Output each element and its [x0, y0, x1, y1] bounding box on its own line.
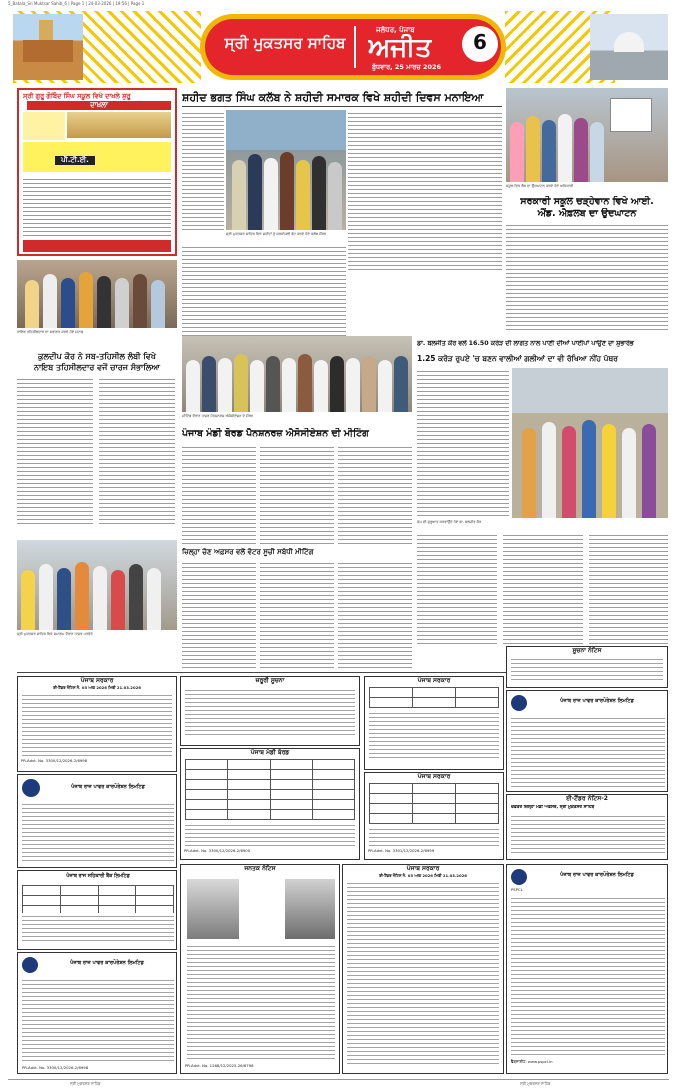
masthead-date: ਬੁੱਧਵਾਰ, 25 ਮਾਰਚ 2026: [372, 63, 442, 71]
ad-title: ਪੰਜਾਬ ਸਰਕਾਰ: [80, 677, 114, 684]
article-7-caption: ਸ੍ਰੀ ਮੁਕਤਸਰ ਸਾਹਿਬ ਵਿਖੇ ਸਮਾਗਮ ਦੌਰਾਨ ਹਾਜ਼ਰ ਪਤਵੰਤੇ: [17, 632, 93, 636]
footer-right: ਸ੍ਰੀ ਮੁਕਤਸਰ ਸਾਹਿਬ: [520, 1081, 551, 1086]
footer-left: ਸ੍ਰੀ ਮੁਕਤਸਰ ਸਾਹਿਬ: [70, 1081, 101, 1086]
ad-bill-notice: [506, 646, 668, 688]
ad-title: ਪੰਜਾਬ ਰਾਜ ਪਾਵਰ ਕਾਰਪੋਰੇਸ਼ਨ ਲਿਮਟਿਡ: [70, 960, 144, 966]
ad-title: ਪੰਜਾਬ ਸਰਕਾਰ: [417, 773, 451, 780]
article-3-headline: ਕੁਲਦੀਪ ਕੌਰ ਨੇ ਸਬ-ਤਹਿਸੀਲ ਲੰਬੀ ਵਿਖੇ: [38, 352, 156, 361]
ad-title: ਪੰਜਾਬ ਸਰਕਾਰ: [417, 677, 451, 684]
ad-title: ਪੰਜਾਬ ਰਾਜ ਸਹਿਕਾਰੀ ਬੈਂਕ ਲਿਮਟਿਡ: [66, 874, 130, 879]
article-1-headline: ਸ਼ਹੀਦ ਭਗਤ ਸਿੰਘ ਕਲੱਬ ਨੇ ਸ਼ਹੀਦੀ ਸਮਾਰਕ ਵਿਖੇ ਸ਼ਹੀਦੀ ਦਿਵਸ ਮਨਾਇਆ: [182, 91, 484, 104]
page-number: 6: [473, 30, 487, 54]
ad-sehkari: [17, 870, 177, 950]
article-4-caption: ਕੰਮ ਦੀ ਸ਼ੁਰੂਆਤ ਕਰਵਾਉਂਦੇ ਹੋਏ ਡਾ. ਬਲਜੀਤ ਕੌਰ: [417, 520, 482, 524]
masthead-city: ਜਲੰਧਰ, ਪੰਜਾਬ: [376, 26, 415, 34]
school-ad-title: ਸ੍ਰੀ ਗੁਰੂ ਗੋਬਿੰਦ ਸਿੰਘ ਸਕੂਲ ਵਿਖੇ ਦਾਖ਼ਲੇ ਸ਼ੁਰੂ: [23, 92, 131, 100]
ad-punjab-sarkar-3: [364, 772, 504, 860]
article-2-headline: ਸਰਕਾਰੀ ਸਕੂਲ ਚੜ੍ਹੇਵਾਨ ਵਿਖੇ ਆਈ.: [520, 196, 654, 207]
ad-zaroori: [180, 676, 360, 746]
article-5-photo: [182, 336, 412, 412]
ad-pspcl-2: [17, 952, 177, 1074]
ad-pr-number: PR-Advt. No. 3300/12/2026-2/6998: [22, 1065, 89, 1070]
ad-email: ਵੈੱਬਸਾਈਟ: www.pspcl.in: [511, 1059, 553, 1064]
ad-jantak-notice: [180, 864, 340, 1074]
masthead-left-photo: [13, 14, 83, 80]
article-1-caption: ਸ੍ਰੀ ਮੁਕਤਸਰ ਸਾਹਿਬ ਵਿਖੇ ਸ਼ਹੀਦਾਂ ਨੂੰ ਸ਼ਰਧਾਂਜਲੀ ਭੇਟ ਕਰਦੇ ਹੋਏ ਕਲੱਬ ਮੈਂਬਰ: [226, 232, 327, 236]
school-ad-strip: [23, 142, 171, 172]
ad-pspcl-4: [506, 864, 668, 1074]
article-4-headline: ਡਾ. ਬਲਜੀਤ ਕੌਰ ਵਲੋਂ 16.50 ਕਰੋੜ ਦੀ ਲਾਗਤ ਨਾਲ ਪਾਣੀ ਦੀਆਂ ਪਾਈਪਾਂ ਪਾਉਣ ਦਾ ਸ਼ੁਭਾਰੰਭ: [417, 340, 634, 347]
ad-punjab-sarkar-1: [17, 676, 177, 772]
article-2-caption: ਸਕੂਲ ਵਿਖੇ ਲੈਬ ਦਾ ਉਦਘਾਟਨ ਕਰਦੇ ਹੋਏ ਅਧਿਕਾਰੀ: [506, 184, 574, 188]
ad-mandi-board: [180, 748, 360, 860]
school-building-photo: [67, 112, 171, 138]
ad-pspcl-1: [17, 774, 177, 868]
article-1-body-left: [182, 110, 224, 230]
masthead-right-photo: [590, 14, 668, 80]
ad-pr-number: PR-Advt. No. 3300/12/2026-2/6900: [184, 848, 251, 853]
article-5-headline: ਪੰਜਾਬ ਮੰਡੀ ਬੋਰਡ ਪੈਨਸ਼ਨਰਜ਼ ਐਸੋਸੀਏਸ਼ਨ ਦੀ ਮੀਟਿੰਗ: [182, 428, 369, 439]
ad-pspcl-short: PSPCL: [511, 887, 523, 892]
ad-pspcl-3: [506, 690, 668, 792]
article-2-photo: [506, 88, 668, 182]
ad-title: ਸੂਚਨਾ ਨੋਟਿਸ: [572, 647, 602, 654]
ad-pr-number: PR-Advt. No. 3301/12/2026-2/6999: [368, 848, 435, 853]
ad-pr-number: PR-Advt. No. 3300/12/2026-2/6998: [21, 758, 88, 764]
ad-title: ਜਨਤਕ ਨੋਟਿਸ: [244, 865, 276, 872]
masthead-banner: [200, 14, 506, 80]
article-5-caption: ਮੀਟਿੰਗ ਦੌਰਾਨ ਹਾਜ਼ਰ ਪੈਨਸ਼ਨਰਜ਼ ਐਸੋਸੀਏਸ਼ਨ ਦੇ ਮੈਂਬਰ: [182, 414, 253, 418]
article-4-photo: [512, 368, 668, 518]
school-ad-label: ਦਾਖ਼ਲਾ: [27, 101, 171, 110]
ad-etender-2: [506, 794, 668, 860]
ad-title: ਪੰਜਾਬ ਰਾਜ ਪਾਵਰ ਕਾਰਪੋਰੇਸ਼ਨ ਲਿਮਟਿਡ: [560, 698, 634, 704]
ad-punjab-sarkar-4: [342, 864, 504, 1074]
article-7-photo: [17, 540, 177, 630]
masthead-edition: ਸ੍ਰੀ ਮੁਕਤਸਰ ਸਾਹਿਬ: [224, 34, 346, 52]
ad-title: ਈ-ਟੈਂਡਰ ਨੋਟਿਸ-2: [566, 795, 608, 802]
ad-punjab-sarkar-2: [364, 676, 504, 770]
ad-title: ਪੰਜਾਬ ਮੰਡੀ ਬੋਰਡ: [250, 749, 290, 756]
article-2-subhead: ਐਂਡ. ਐਫ਼ਲਬ ਦਾ ਉਦਘਾਟਨ: [537, 208, 637, 219]
article-1-photo: [226, 110, 346, 230]
footer-line: [8, 1079, 669, 1080]
ad-title: ਪੰਜਾਬ ਰਾਜ ਪਾਵਰ ਕਾਰਪੋਰੇਸ਼ਨ ਲਿਮਟਿਡ: [560, 872, 634, 878]
ad-pr-number: PR-Advt. No. 1268/12/2025-26/6798: [185, 1063, 254, 1068]
school-ad: [17, 88, 177, 256]
article-4-subhead: 1.25 ਕਰੋੜ ਰੁਪਏ 'ਚ ਬਣਨ ਵਾਲੀਆਂ ਗਲੀਆਂ ਦਾ ਵੀ ਰੱਖਿਆ ਨੀਂਹ ਪੱਥਰ: [417, 354, 618, 363]
article-3-subhead: ਨਾਇਬ ਤਹਿਸੀਲਦਾਰ ਵਜੋਂ ਚਾਰਜ ਸੰਭਾਲਿਆ: [34, 363, 160, 372]
ad-title: ਜ਼ਰੂਰੀ ਸੂਚਨਾ: [255, 677, 285, 684]
article-3-photo: [17, 260, 177, 328]
ad-tender-label: ਈ-ਟੈਂਡਰ ਨੋਟਿਸ ਨੰ. 05 ਆਫ਼ 2026 ਮਿਤੀ 21.03.2026: [379, 873, 467, 878]
ad-dc-office: ਦਫ਼ਤਰ ਜ਼ਿਲ੍ਹਾ ਮੰਡੀ ਅਫ਼ਸਰ, ਸ੍ਰੀ ਮੁਕਤਸਰ ਸਾਹਿਬ: [511, 805, 595, 810]
print-slug: 5_Batala_Sri Muktsar Sahib_6 | Page 1 | 24-03-2026 | 19:56 | Page 1: [8, 1, 145, 6]
ad-tender-label: ਈ-ਟੈਂਡਰ ਨੋਟਿਸ ਨੰ. 05 ਆਫ਼ 2026 ਮਿਤੀ 21.03.2026: [53, 685, 141, 690]
ad-title: ਪੰਜਾਬ ਸਰਕਾਰ: [406, 865, 440, 872]
notice-photo-1: [187, 879, 239, 939]
masthead-paper: ਅਜੀਤ: [368, 34, 432, 62]
school-ad-badge: ਪੀ.ਟੀ.ਈ.: [55, 156, 95, 165]
ad-title: ਪੰਜਾਬ ਰਾਜ ਪਾਵਰ ਕਾਰਪੋਰੇਸ਼ਨ ਲਿਮਟਿਡ: [71, 784, 145, 790]
article-3-caption: ਨਾਇਬ ਤਹਿਸੀਲਦਾਰ ਦਾ ਸਵਾਗਤ ਕਰਦੇ ਹੋਏ ਸਟਾਫ਼: [17, 330, 84, 334]
article-6-headline: ਜ਼ਿਲ੍ਹਾ ਚੋਣ ਅਫ਼ਸਰ ਵਲੋਂ ਵੋਟਰ ਸੂਚੀ ਸਬੰਧੀ ਮੀਟਿੰਗ: [182, 548, 314, 556]
notice-photo-2: [285, 879, 335, 939]
